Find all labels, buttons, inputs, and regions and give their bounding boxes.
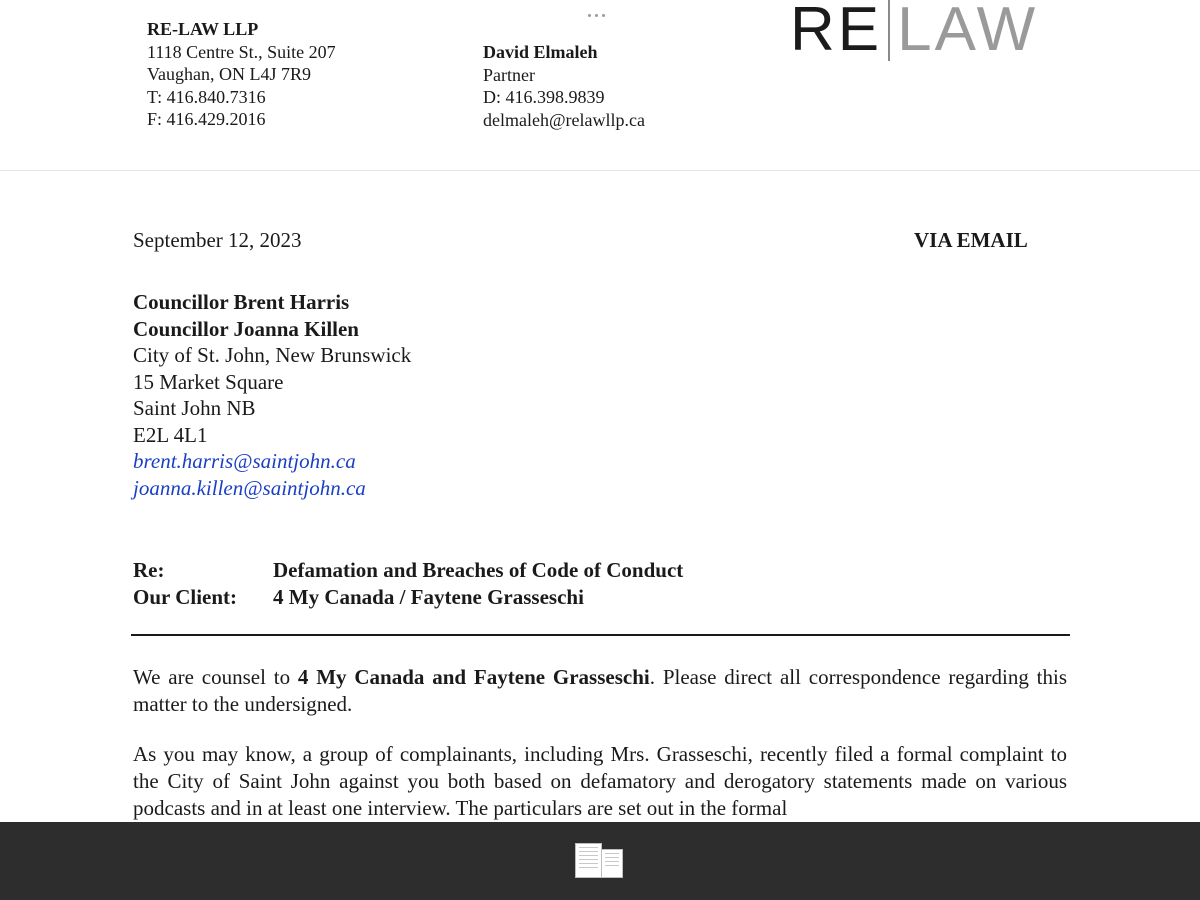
recipient-name-1: Councillor Brent Harris — [133, 290, 350, 314]
subject-value: Defamation and Breaches of Code of Conduct — [273, 558, 684, 582]
recipient-city: Saint John NB — [133, 396, 256, 420]
drag-handle-icon[interactable] — [588, 4, 612, 14]
page-thumbnails-icon[interactable] — [575, 843, 623, 879]
delivery-method: VIA EMAIL — [914, 228, 1028, 252]
logo-law: LAW — [897, 0, 1039, 64]
partner-title: Partner — [483, 64, 535, 85]
paragraph-1-end: . Please direct all correspondence regarding this matter to the undersigned. — [133, 665, 1067, 716]
paragraph-1-bold: 4 My Canada and Faytene Grasseschi — [297, 665, 650, 689]
firm-address-block — [147, 18, 336, 131]
subject-row — [133, 557, 683, 584]
recipient-org: City of St. John, New Brunswick — [133, 343, 412, 367]
firm-logo — [790, 0, 1038, 64]
subject-underline — [131, 634, 1070, 636]
partner-contact-block — [483, 41, 645, 131]
recipient-email-2[interactable]: joanna.killen@saintjohn.ca — [133, 475, 366, 500]
recipient-street: 15 Market Square — [133, 369, 284, 394]
page-divider — [0, 170, 1200, 171]
subject-block — [133, 557, 683, 611]
paragraph-1-start: We are counsel to — [133, 665, 298, 689]
page-thumbnail-2[interactable] — [601, 849, 623, 878]
logo-re: RE — [790, 0, 883, 64]
logo-divider — [888, 0, 890, 61]
client-row — [133, 584, 683, 611]
subject-label: Re: — [133, 558, 165, 582]
paragraph-1 — [133, 664, 1067, 718]
letter-date: September 12, 2023 — [133, 228, 302, 252]
partner-email: delmaleh@relawllp.ca — [483, 109, 645, 130]
client-value: 4 My Canada / Faytene Grasseschi — [273, 585, 584, 609]
firm-name: RE-LAW LLP — [147, 19, 259, 39]
partner-name: David Elmaleh — [483, 42, 598, 62]
recipient-name-2: Councillor Joanna Killen — [133, 316, 359, 341]
recipient-block — [133, 289, 411, 501]
firm-fax: F: 416.429.2016 — [147, 109, 266, 129]
recipient-email-1[interactable]: brent.harris@saintjohn.ca — [133, 449, 356, 473]
partner-direct-line: D: 416.398.9839 — [483, 87, 605, 107]
client-label: Our Client: — [133, 585, 238, 609]
paragraph-2: As you may know, a group of complainants, including Mrs. Grasseschi, recently filed a formal complaint to the City of Saint John against you both based on defamatory and derogatory statements made on various podcasts and in at least one interview. The particulars are set out in the formal — [133, 742, 1067, 820]
recipient-postal: E2L 4L1 — [133, 422, 208, 447]
firm-address-line1: 1118 Centre St., Suite 207 — [147, 41, 336, 62]
page-thumbnail-1[interactable] — [575, 843, 602, 878]
firm-telephone: T: 416.840.7316 — [147, 86, 266, 107]
firm-address-line2: Vaughan, ON L4J 7R9 — [147, 64, 311, 84]
